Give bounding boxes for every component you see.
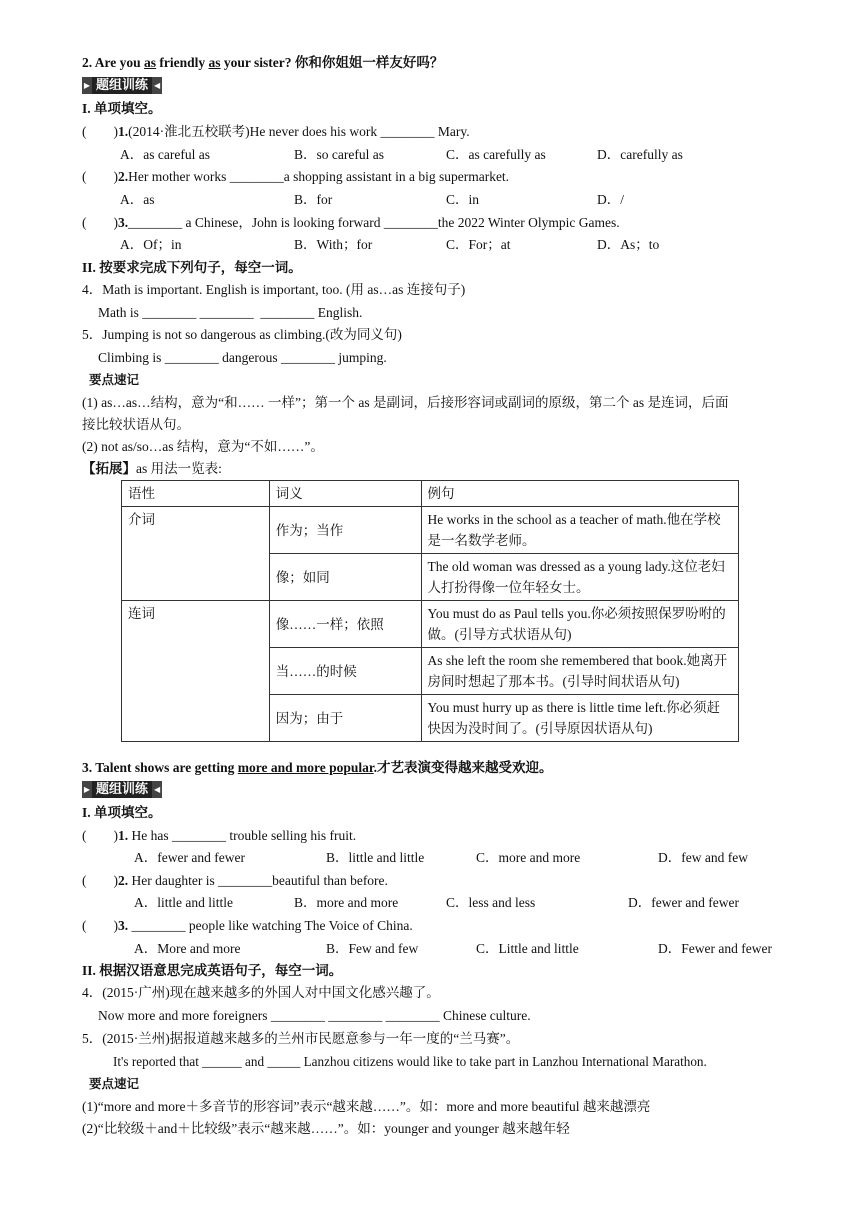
question-5-prompt: 5．Jumping is not so dangerous as climbing.(改为同义句) [82, 327, 402, 342]
question-row [82, 214, 620, 232]
section-2-text-2: friendly [156, 55, 209, 70]
example-cell: You must hurry up as there is little time left.你必须赶快因为没时间了。(引导原因状语从句) [421, 695, 738, 742]
example-cell: The old woman was dressed as a young lady.这位老妇人打扮得像一位年轻女士。 [421, 554, 738, 601]
meaning-cell: 像……一样；依照 [269, 601, 421, 648]
question-row [82, 123, 470, 141]
section-2-title [82, 54, 443, 72]
option-a: A．fewer and fewer [134, 850, 245, 865]
question-number: 1. [118, 828, 129, 843]
question-number: 2. [118, 169, 129, 184]
header-example: 例句 [421, 481, 738, 507]
answer-paren: ( ) [82, 215, 118, 230]
answer-paren: ( ) [82, 828, 118, 843]
badge-label: 题组训练 [92, 781, 152, 798]
section-2-chinese: 你和你姐姐一样友好吗？ [294, 55, 444, 71]
table-row [122, 601, 739, 648]
section-3-part-2-heading: II. 根据汉语意思完成英语句子，每空一词。 [82, 963, 343, 978]
example-cell: He works in the school as a teacher of math.他在学校是一名数学老师。 [421, 507, 738, 554]
note-line: 接比较状语从句。 [82, 417, 190, 432]
question-text: ________ a Chinese，John is looking forward ________the 2022 Winter Olympic Games. [128, 215, 620, 230]
header-pos: 语性 [122, 481, 270, 507]
option-a: A．Of；in [120, 237, 182, 252]
question-4-blanks: Now more and more foreigners ________ ________ ________ Chinese culture. [98, 1008, 531, 1023]
question-number: 2. [118, 873, 129, 888]
answer-paren: ( ) [82, 873, 118, 888]
example-cell: You must do as Paul tells you.你必须按照保罗吩咐的做。(引导方式状语从句) [421, 601, 738, 648]
question-5-blanks: It's reported that ______ and _____ Lanzhou citizens would like to take part in Lanzhou International Marathon. [113, 1054, 707, 1069]
meaning-cell: 因为；由于 [269, 695, 421, 742]
table-row [122, 507, 739, 554]
example-cell: As she left the room she remembered that book.她离开房间时想起了那本书。(引导时间状语从句) [421, 648, 738, 695]
meaning-cell: 作为；当作 [269, 507, 421, 554]
question-row [82, 827, 356, 845]
left-arrow-icon: ◀ [152, 781, 162, 798]
section-2-number: 2. [82, 55, 95, 70]
as-usage-table [121, 480, 739, 742]
note-line: (1)“more and more＋多音节的形容词”表示“越来越……”。如：more and more beautiful 越来越漂亮 [82, 1099, 651, 1114]
section-3-chinese: 才艺表演变得越来越受欢迎。 [377, 760, 553, 776]
section-3-number: 3. [82, 760, 96, 775]
left-arrow-icon: ◀ [152, 77, 162, 94]
note-line: (2)“比较级＋and＋比较级”表示“越来越……”。如：younger and younger 越来越年轻 [82, 1121, 570, 1136]
answer-paren: ( ) [82, 169, 118, 184]
question-text: He has ________ trouble selling his fruit. [128, 828, 357, 843]
practice-badge [82, 781, 162, 798]
option-d: D．few and few [658, 850, 748, 865]
option-a: A．as careful as [120, 147, 210, 162]
section-2-text-1: Are you [94, 55, 145, 70]
question-text: Her daughter is ________beautiful than before. [128, 873, 388, 888]
question-number: 3. [118, 918, 129, 933]
option-c: C．as carefully as [446, 147, 546, 162]
answer-paren: ( ) [82, 124, 118, 139]
answer-paren: ( ) [82, 918, 118, 933]
question-number: 1. [118, 124, 129, 139]
question-5-blanks: Climbing is ________ dangerous ________ jumping. [98, 350, 387, 365]
option-d: D．fewer and fewer [628, 895, 739, 910]
option-c: C．less and less [446, 895, 536, 910]
option-a: A．little and little [134, 895, 233, 910]
question-row [82, 872, 388, 890]
expand-label: 【拓展】 [82, 461, 136, 476]
expand-text: as 用法一览表: [136, 461, 222, 476]
option-a: A．as [120, 192, 155, 207]
table-header-row [122, 481, 739, 507]
option-c: C．more and more [476, 850, 581, 865]
question-text: Her mother works ________a shopping assistant in a big supermarket. [128, 169, 510, 184]
meaning-cell: 当……的时候 [269, 648, 421, 695]
section-2-part-1-heading: I. 单项填空。 [82, 101, 162, 116]
section-3-part-1-heading: I. 单项填空。 [82, 805, 162, 820]
right-arrow-icon: ▶ [82, 781, 92, 798]
section-2-text-3: your sister? [220, 55, 295, 70]
pos-cell: 连词 [122, 601, 270, 742]
notes-label: 要点速记 [89, 373, 140, 387]
question-4-prompt: 4．(2015·广州)现在越来越多的外国人对中国文化感兴趣了。 [82, 985, 440, 1000]
section-3-title [82, 759, 553, 777]
question-5-prompt: 5．(2015·兰州)据报道越来越多的兰州市民愿意参与一年一度的“兰马赛”。 [82, 1031, 520, 1046]
option-d: D．carefully as [597, 147, 683, 162]
meaning-cell: 像；如同 [269, 554, 421, 601]
option-b: B．With；for [294, 237, 373, 252]
question-4-prompt: 4．Math is important. English is important, too. (用 as…as 连接句子) [82, 282, 466, 297]
section-2-as-2: as [208, 55, 221, 70]
pos-cell: 介词 [122, 507, 270, 601]
option-d: D．/ [597, 192, 624, 207]
option-b: B．Few and few [326, 941, 419, 956]
note-line: (1) as…as…结构，意为“和…… 一样”；第一个 as 是副词，后接形容词或副词的原级，第二个 as 是连词，后面 [82, 395, 729, 410]
expand-line [82, 460, 222, 478]
option-a: A．More and more [134, 941, 241, 956]
question-text: ________ people like watching The Voice of China. [128, 918, 413, 933]
option-c: C．in [446, 192, 480, 207]
option-c: C．For；at [446, 237, 511, 252]
section-2-part-2-heading: II. 按要求完成下列句子，每空一词。 [82, 260, 302, 275]
note-line: (2) not as/so…as 结构，意为“不如……”。 [82, 439, 324, 454]
section-3-underlined: more and more popular [237, 760, 374, 775]
option-d: D．As；to [597, 237, 660, 252]
question-row [82, 917, 413, 935]
notes-label: 要点速记 [89, 1077, 140, 1091]
right-arrow-icon: ▶ [82, 77, 92, 94]
option-d: D．Fewer and fewer [658, 941, 772, 956]
section-2-as-1: as [144, 55, 157, 70]
option-b: B．for [294, 192, 333, 207]
question-number: 3. [118, 215, 129, 230]
option-c: C．Little and little [476, 941, 579, 956]
practice-badge [82, 77, 162, 94]
section-3-text-1: Talent shows are getting [95, 760, 238, 775]
option-b: B．so careful as [294, 147, 384, 162]
section-3-text-2: . [373, 760, 378, 775]
badge-label: 题组训练 [92, 77, 152, 94]
header-meaning: 词义 [269, 481, 421, 507]
question-text: (2014·淮北五校联考)He never does his work ________ Mary. [128, 124, 470, 139]
option-b: B．little and little [326, 850, 425, 865]
option-b: B．more and more [294, 895, 399, 910]
question-row [82, 168, 509, 186]
question-4-blanks: Math is ________ ________ ________ English. [98, 305, 363, 320]
